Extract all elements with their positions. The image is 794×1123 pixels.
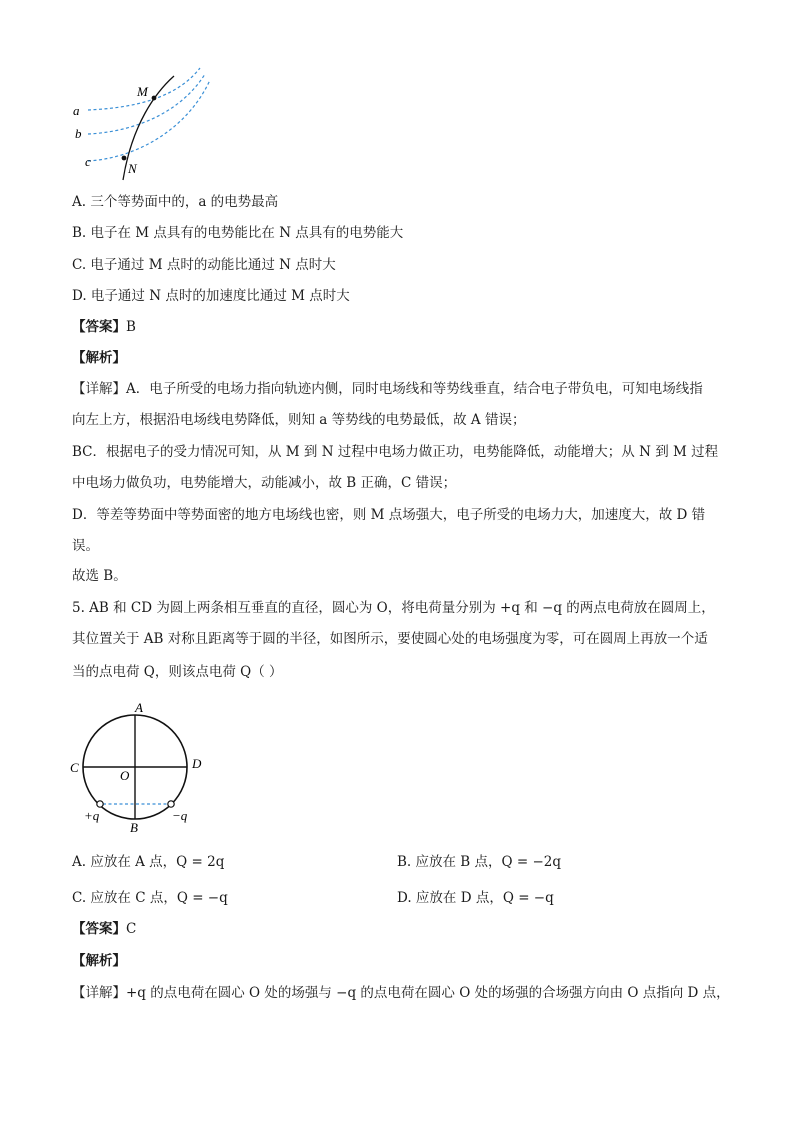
point-n	[122, 156, 127, 161]
label-c: c	[85, 154, 91, 169]
label-plus-q: +q	[84, 808, 100, 823]
q5-detail-line-1: 【详解】+q 的点电荷在圆心 O 处的场强与 −q 的点电荷在圆心 O 处的场强的合场强方向由 O 点指向 D 点，	[72, 985, 730, 1001]
q5-answer-label: 【答案】	[72, 921, 126, 937]
q4-answer-label: 【答案】	[72, 319, 126, 335]
q4-option-d: D. 电子通过 N 点时的加速度比通过 M 点时大	[72, 288, 350, 304]
q4-answer-value: B	[126, 319, 136, 335]
q5-stem-line-2: 其位置关于 AB 对称且距离等于圆的半径，如图所示，要使圆心处的电场强度为零，可在圆周上再放一个适	[72, 631, 708, 647]
q4-detail-line-7: 故选 B。	[72, 568, 127, 584]
q4-detail-line-5: D．等差等势面中等势面密的地方电场线也密，则 M 点场强大，电子所受的电场力大，加速度大，故 D 错	[72, 507, 706, 523]
q5-stem-line-1: 5. AB 和 CD 为圆上两条相互垂直的直径，圆心为 O，将电荷量分别为 +q 和 −q 的两点电荷放在圆周上，	[72, 600, 715, 616]
figure-circle	[64, 698, 214, 838]
q5-option-a: A. 应放在 A 点，Q = 2q	[72, 854, 225, 870]
q4-detail-line-6: 误。	[72, 538, 99, 554]
q5-option-c: C. 应放在 C 点，Q = −q	[72, 890, 228, 906]
q4-detail-line-2: 向左上方，根据沿电场线电势降低，则知 a 等势线的电势最低，故 A 错误；	[72, 412, 526, 428]
label-a-point: A	[135, 700, 143, 715]
label-b: b	[75, 126, 82, 141]
label-d-point: D	[192, 756, 202, 771]
label-n: N	[128, 161, 137, 176]
q5-analysis-label: 【解析】	[72, 953, 126, 969]
label-b-point: B	[130, 820, 138, 835]
q5-option-d: D. 应放在 D 点，Q = −q	[397, 890, 554, 906]
charge-minus-q	[168, 801, 174, 807]
q5-answer	[72, 919, 136, 939]
equipotential-line-b	[88, 74, 205, 134]
q4-answer	[72, 317, 136, 337]
label-minus-q: −q	[172, 808, 188, 823]
label-o-point: O	[120, 768, 130, 783]
q4-option-a: A. 三个等势面中的，a 的电势最高	[72, 194, 279, 210]
q4-detail-line-1: 【详解】A．电子所受的电场力指向轨迹内侧，同时电场线和等势线垂直，结合电子带负电，可知电场线指	[72, 381, 703, 397]
q5-stem-line-3: 当的点电荷 Q，则该点电荷 Q（ ）	[72, 664, 283, 680]
label-c-point: C	[70, 760, 79, 775]
label-m: M	[137, 84, 148, 99]
label-a: a	[73, 103, 80, 118]
q5-answer-value: C	[126, 921, 137, 937]
q4-option-b: B. 电子在 M 点具有的电势能比在 N 点具有的电势能大	[72, 225, 404, 241]
charge-plus-q	[97, 801, 103, 807]
q4-option-c: C. 电子通过 M 点时的动能比通过 N 点时大	[72, 257, 336, 273]
q4-detail-line-3: BC．根据电子的受力情况可知，从 M 到 N 过程中电场力做正功，电势能降低，动能增大；从 N 到 M 过程	[72, 444, 719, 460]
q4-detail-line-4: 中电场力做负功，电势能增大，动能减小，故 B 正确，C 错误；	[72, 475, 457, 491]
figure-equipotential	[60, 62, 220, 182]
q4-analysis-label: 【解析】	[72, 350, 126, 366]
point-m	[152, 96, 157, 101]
q5-option-b: B. 应放在 B 点，Q = −2q	[397, 854, 562, 870]
